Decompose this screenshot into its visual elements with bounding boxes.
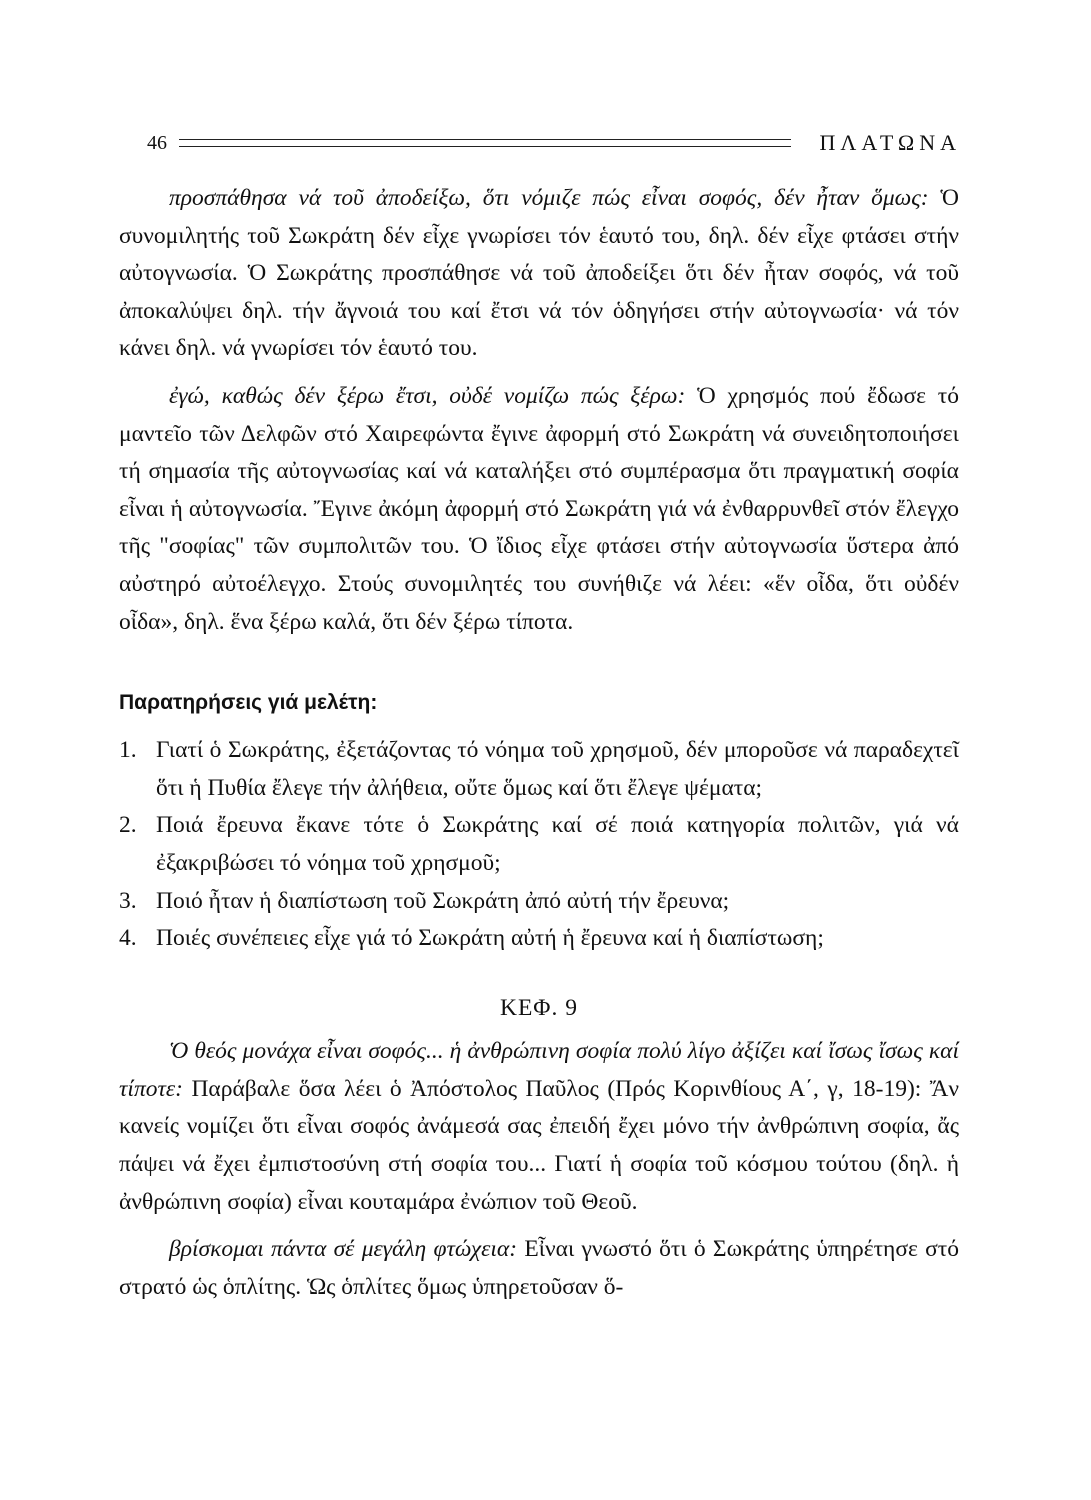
chapter-heading: ΚΕΦ. 9 — [499, 994, 578, 1021]
question-text: Ποιές συνέπειες εἶχε γιά τό Σωκράτη αὐτή ἡ ἔρευνα καί ἡ διαπίστωση; — [156, 925, 824, 952]
quoted-phrase: προσπάθησα νά τοῦ ἀποδείξω, ὅτι νόμιζε πώς εἶναι σοφός, δέν ἦταν ὅμως: — [169, 185, 929, 211]
commentary-paragraph-2 — [119, 378, 959, 641]
quoted-phrase: βρίσκομαι πάντα σέ μεγάλη φτώχεια: — [169, 1236, 518, 1263]
header-double-rule — [179, 139, 791, 147]
question-number: 2. — [119, 812, 137, 839]
page-header — [147, 128, 961, 158]
commentary-text: Ὁ χρησμός πού ἔδωσε τό μαντεῖο τῶν Δελφῶν στό Χαιρεφώντα ἔγινε ἀφορμή στό Σωκράτη νά συνειδητοποιήσει τή σημασία τῆς αὐτογνωσίας καί νά καταλήξει στό συμπέρασμα ὅτι πραγματική σοφία εἶναι ἡ αὐτογνωσία. Ἔγινε ἀκόμη ἀφορμή στό Σωκράτη γιά νά ἐνθαρρυνθεῖ στόν ἔλεγχο τῆς "σοφίας" τῶν συμπολιτῶν του. Ὁ ἴδιος εἶχε φτάσει στήν αὐτογνωσία ὕστερα ἀπό αὐστηρό αὐτοέλεγχο. Στούς συνομιλητές του συνήθιζε νά λέει: «ἕν οἶδα, ὅτι οὐδέν οἶδα», δηλ. ἕνα ξέρω καλά, ὅτι δέν ξέρω τίποτα. — [119, 382, 960, 635]
study-question-4 — [119, 920, 959, 958]
study-notes-heading: Παρατηρήσεις γιά μελέτη: — [119, 691, 378, 715]
question-number: 4. — [119, 925, 137, 952]
study-question-1 — [119, 732, 959, 807]
chapter-paragraph-2 — [119, 1231, 959, 1306]
quoted-phrase: ἐγώ, καθώς δέν ξέρω ἔτσι, οὐδέ νομίζω πώς ξέρω: — [169, 382, 686, 409]
page-body — [119, 180, 959, 1306]
chapter-paragraph-1 — [119, 1033, 959, 1221]
commentary-paragraph-1 — [119, 180, 959, 368]
running-title: ΠΛΑΤΩΝΑ — [819, 130, 961, 155]
study-question-2 — [119, 807, 959, 882]
study-question-3 — [119, 883, 959, 921]
study-questions-list — [119, 732, 959, 958]
question-number: 1. — [119, 737, 137, 764]
commentary-text: Παράβαλε ὅσα λέει ὁ Ἀπόστολος Παῦλος (Πρός Κορινθίους Α΄, γ, 18-19): Ἄν κανείς νομίζει ὅτι εἶναι σοφός ἀνάμεσά σας ἐπειδή ἔχει μόνο τήν ἀνθρώπινη σοφία, ἄς πάψει νά ἔχει ἐμπιστοσύνη στή σοφία του... Γιατί ἡ σοφία τοῦ κόσμου τούτου (δηλ. ἡ ἀνθρώπινη σοφία) εἶναι κουταμάρα ἐνώπιον τοῦ Θεοῦ. — [119, 1075, 959, 1215]
question-text: Ποιό ἦταν ἡ διαπίστωση τοῦ Σωκράτη ἀπό αὐτή τήν ἔρευνα; — [156, 887, 730, 914]
question-text: Ποιά ἔρευνα ἔκανε τότε ὁ Σωκράτης καί σέ ποιά κατηγορία πολιτῶν, γιά νά ἐξακριβώσει τό νόημα τοῦ χρησμοῦ; — [156, 812, 959, 876]
quoted-phrase: Ὁ θεός μονάχα εἶναι σοφός... ἡ ἀνθρώπινη σοφία πολύ λίγο ἀξίζει καί ἴσως ἴσως καί τίποτε: — [119, 1038, 959, 1102]
question-number: 3. — [119, 887, 137, 914]
question-text: Γιατί ὁ Σωκράτης, ἐξετάζοντας τό νόημα τοῦ χρησμοῦ, δέν μποροῦσε νά παραδεχτεῖ ὅτι ἡ Πυθία ἔλεγε τήν ἀλήθεια, οὔτε ὅμως καί ὅτι ἔλεγε ψέματα; — [156, 737, 959, 801]
commentary-text: Εἶναι γνωστό ὅτι ὁ Σωκράτης ὑπηρέτησε στό στρατό ὡς ὁπλίτης. Ὡς ὁπλίτες ὅμως ὑπηρετοῦσαν ὅ- — [119, 1236, 960, 1300]
commentary-text: Ὁ συνομιλητής τοῦ Σωκράτη δέν εἶχε γνωρίσει τόν ἑαυτό του, δηλ. δέν εἶχε φτάσει στήν αὐτογνωσία. Ὁ Σωκράτης προσπάθησε νά τοῦ ἀποδείξει ὅτι δέν ἦταν σοφός, νά τοῦ ἀποκαλύψει δηλ. τήν ἄγνοιά του καί ἔτσι νά τόν ὁδηγήσει στήν αὐτογνωσία· νά τόν κάνει δηλ. νά γνωρίσει τόν ἑαυτό του. — [119, 185, 959, 362]
page-number: 46 — [147, 132, 167, 154]
